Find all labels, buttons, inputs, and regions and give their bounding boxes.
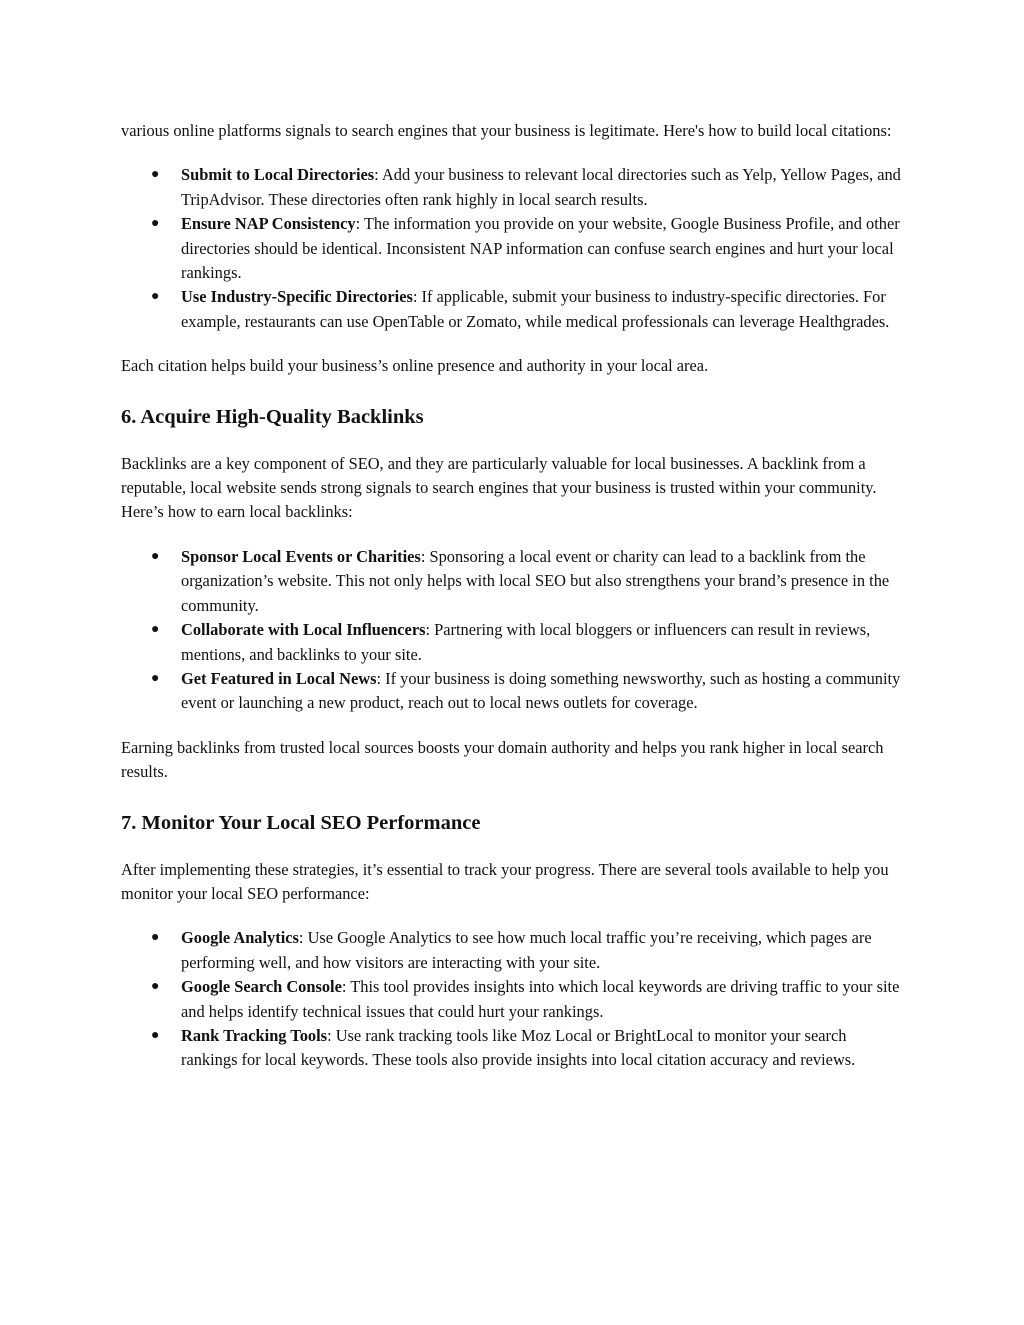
list-item-term: Collaborate with Local Influencers — [181, 620, 426, 640]
list-item — [121, 212, 903, 285]
list-item-term: Google Analytics — [181, 928, 299, 948]
bullet-icon: ● — [151, 979, 160, 995]
list-item-text: : Use Google Analytics to see how much local traffic you’re receiving, which pages are performing well, and how visitors are interacting with your site. — [181, 928, 872, 972]
backlinks-list — [121, 545, 903, 716]
list-item-text: : If your business is doing something newsworthy, such as hosting a community event or launching a new product, reach out to local news outlets for coverage. — [181, 668, 901, 713]
section-6-intro: Backlinks are a key component of SEO, and they are particularly valuable for local businesses. A backlink from a reputable, local website sends strong signals to search engines that your business is trusted within your community. Here’s how to earn local backlinks: — [121, 453, 877, 522]
citations-closing: Each citation helps build your business’s online presence and authority in your local area. — [121, 356, 709, 376]
list-item — [121, 163, 903, 212]
bullet-icon: ● — [151, 216, 160, 232]
bullet-icon: ● — [151, 930, 160, 946]
bullet-icon: ● — [151, 289, 160, 305]
list-item — [121, 1024, 903, 1073]
list-item-term: Submit to Local Directories — [181, 165, 375, 185]
intro-paragraph: various online platforms signals to search engines that your business is legitimate. Here's how to build local citations: — [121, 121, 892, 140]
tools-list — [121, 926, 903, 1072]
list-item — [121, 926, 903, 975]
list-item-term: Use Industry-Specific Directories — [181, 287, 413, 307]
list-item-term: Ensure NAP Consistency — [181, 214, 356, 234]
section-7-heading: 7. Monitor Your Local SEO Performance — [121, 811, 481, 834]
list-item — [121, 618, 903, 667]
bullet-icon: ● — [151, 622, 160, 638]
list-item-term: Sponsor Local Events or Charities — [181, 546, 421, 566]
citations-list — [121, 163, 903, 334]
list-item-term: Rank Tracking Tools — [181, 1025, 328, 1045]
list-item-term: Google Search Console — [181, 977, 342, 997]
list-item — [121, 975, 903, 1024]
section-6-closing: Earning backlinks from trusted local sources boosts your domain authority and helps you rank higher in local search results. — [121, 737, 884, 782]
bullet-icon: ● — [151, 548, 160, 564]
bullet-icon: ● — [151, 670, 160, 686]
list-item-text: : Partnering with local bloggers or influencers can result in reviews, mentions, and backlinks to your site. — [181, 620, 871, 664]
list-item-text: : This tool provides insights into which local keywords are driving traffic to your site and helps identify technical issues that could hurt your rankings. — [181, 977, 900, 1021]
list-item — [121, 545, 903, 618]
bullet-icon: ● — [151, 1027, 160, 1043]
section-6-heading: 6. Acquire High-Quality Backlinks — [121, 405, 424, 428]
list-item-text: : Use rank tracking tools like Moz Local or BrightLocal to monitor your search rankings for local keywords. These tools also provide insights into local citation accuracy and reviews. — [181, 1025, 856, 1070]
list-item-term: Get Featured in Local News — [181, 668, 377, 688]
document-page — [121, 119, 903, 1073]
list-item — [121, 285, 903, 334]
bullet-icon: ● — [151, 167, 160, 183]
list-item-text: : Sponsoring a local event or charity can lead to a backlink from the organization’s website. This not only helps with local SEO but also strengthens your brand’s presence in the community. — [181, 546, 890, 615]
section-7-intro: After implementing these strategies, it’s essential to track your progress. There are several tools available to help you monitor your local SEO performance: — [121, 859, 889, 903]
list-item-text: : The information you provide on your website, Google Business Profile, and other directories should be identical. Inconsistent NAP information can confuse search engines and hurt your local rankings. — [181, 214, 900, 283]
list-item — [121, 667, 903, 716]
list-item-text: : Add your business to relevant local directories such as Yelp, Yellow Pages, and TripAdvisor. These directories often rank highly in local search results. — [181, 165, 901, 209]
list-item-text: : If applicable, submit your business to industry-specific directories. For example, restaurants can use OpenTable or Zomato, while medical professionals can leverage Healthgrades. — [181, 287, 890, 331]
